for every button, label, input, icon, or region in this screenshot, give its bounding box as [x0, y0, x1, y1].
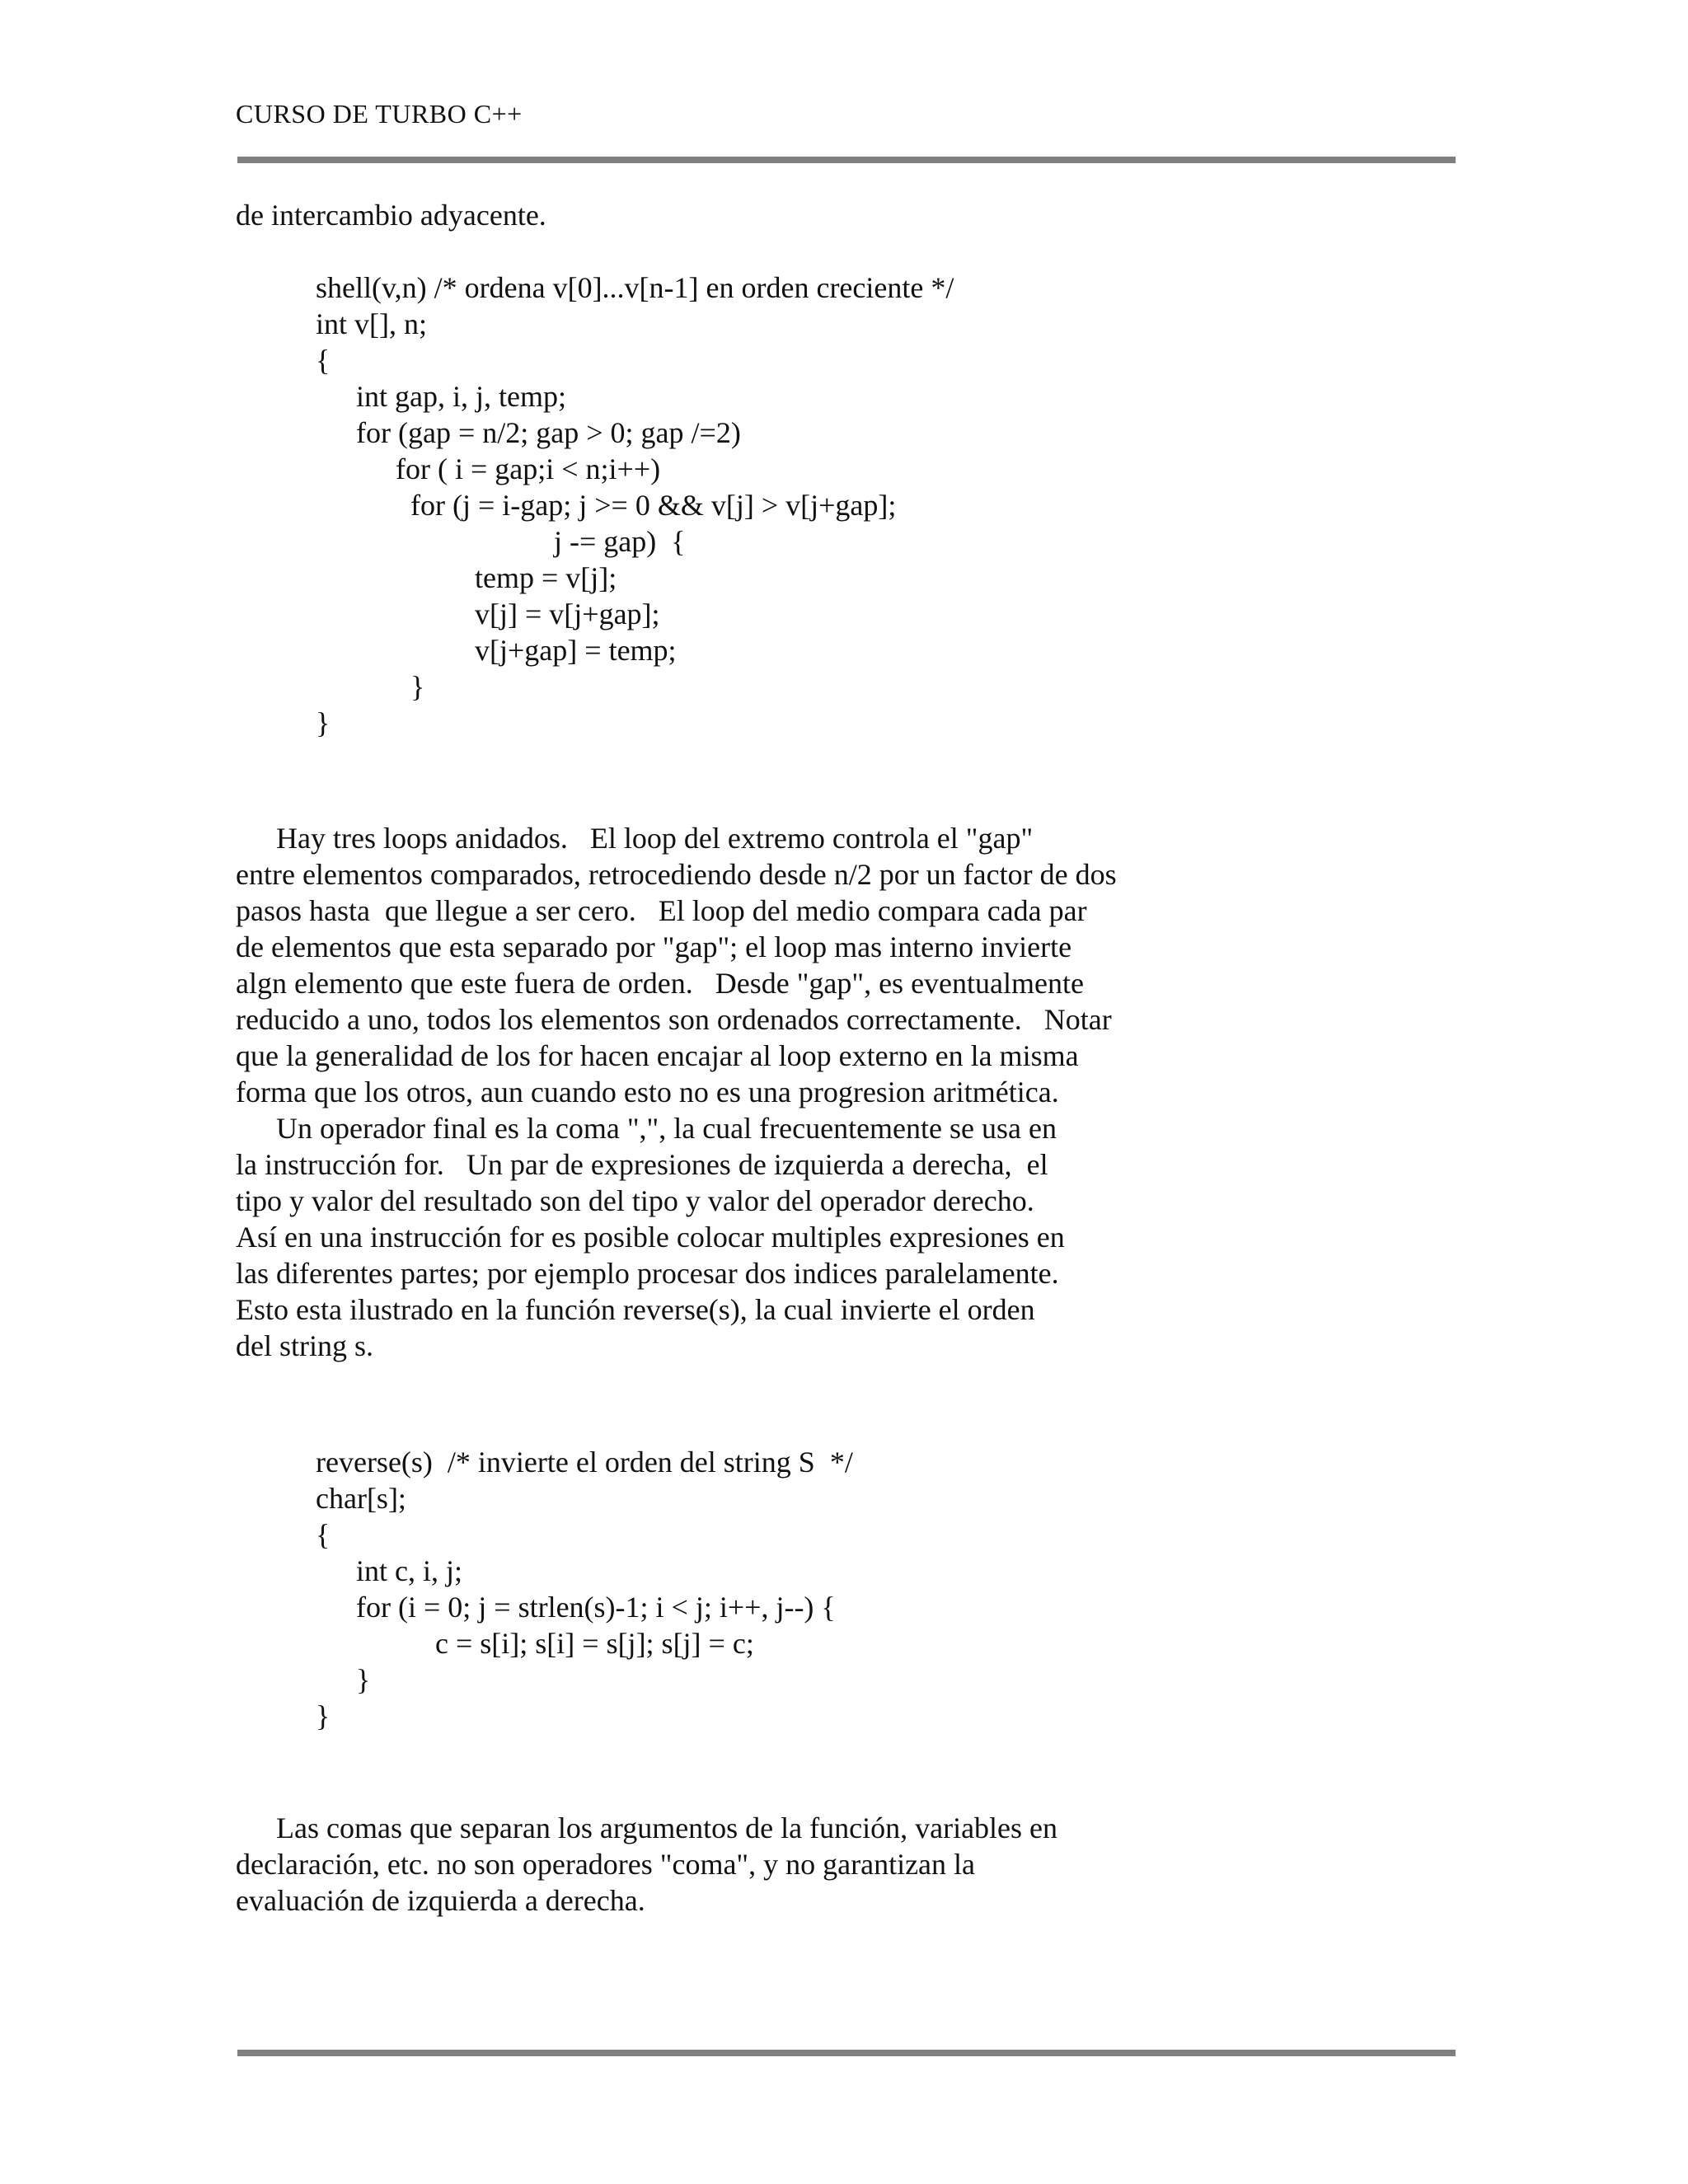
page-header-title: CURSO DE TURBO C++ [236, 99, 523, 129]
code-reverse-line: for (i = 0; j = strlen(s)-1; i < j; i++, j--) { [356, 1591, 836, 1624]
paragraph-1-line: algn elemento que este fuera de orden. Desde "gap", es eventualmente [236, 967, 1084, 1000]
code-shell-line: } [316, 706, 331, 739]
paragraph-1-line: forma que los otros, aun cuando esto no es una progresion aritmética. [236, 1076, 1059, 1108]
paragraph-3-line: Las comas que separan los argumentos de la función, variables en [276, 1811, 1058, 1844]
paragraph-3-line: evaluación de izquierda a derecha. [236, 1884, 645, 1917]
paragraph-1-line: pasos hasta que llegue a ser cero. El loop del medio compara cada par [236, 894, 1087, 927]
code-reverse-line: reverse(s) /* invierte el orden del string S */ [316, 1446, 853, 1479]
intro-line: de intercambio adyacente. [236, 199, 546, 232]
code-shell-line: int gap, i, j, temp; [356, 380, 566, 413]
paragraph-2-line: Esto esta ilustrado en la función reverse(s), la cual invierte el orden [236, 1293, 1035, 1326]
code-reverse-line: } [356, 1663, 371, 1696]
paragraph-1-line: de elementos que esta separado por "gap"; el loop mas interno invierte [236, 930, 1072, 963]
code-shell-line: temp = v[j]; [475, 561, 617, 594]
paragraph-1-line: reducido a uno, todos los elementos son ordenados correctamente. Notar [236, 1003, 1112, 1036]
code-reverse-line: c = s[i]; s[i] = s[j]; s[j] = c; [435, 1627, 754, 1660]
code-shell-line: int v[], n; [316, 307, 427, 340]
paragraph-3-line: declaración, etc. no son operadores "coma", y no garantizan la [236, 1848, 976, 1881]
code-reverse-line: char[s]; [316, 1482, 406, 1515]
code-shell-line: v[j] = v[j+gap]; [475, 598, 660, 630]
paragraph-2-line: las diferentes partes; por ejemplo procesar dos indices paralelamente. [236, 1257, 1059, 1290]
code-reverse-line: { [316, 1518, 331, 1551]
footer-rule [237, 2050, 1456, 2056]
paragraph-2-line: la instrucción for. Un par de expresiones de izquierda a derecha, el [236, 1148, 1048, 1181]
header-rule [237, 157, 1456, 163]
code-reverse-line: } [316, 1699, 331, 1732]
paragraph-2-line: tipo y valor del resultado son del tipo y valor del operador derecho. [236, 1184, 1034, 1217]
code-shell-line: { [316, 344, 331, 377]
code-shell-line: j -= gap) { [554, 525, 686, 558]
code-reverse-line: int c, i, j; [356, 1554, 462, 1587]
paragraph-1-line: que la generalidad de los for hacen encajar al loop externo en la misma [236, 1039, 1079, 1072]
code-shell-line: v[j+gap] = temp; [475, 634, 677, 667]
code-shell-line: for (j = i-gap; j >= 0 && v[j] > v[j+gap]; [410, 489, 897, 522]
paragraph-2-line: del string s. [236, 1329, 373, 1362]
code-shell-line: } [410, 670, 425, 703]
paragraph-1-line: entre elementos comparados, retrocediendo desde n/2 por un factor de dos [236, 858, 1117, 891]
code-shell-line: for (gap = n/2; gap > 0; gap /=2) [356, 416, 741, 449]
paragraph-1-line: Hay tres loops anidados. El loop del extremo controla el "gap" [276, 822, 1034, 855]
code-shell-line: shell(v,n) /* ordena v[0]...v[n-1] en orden creciente */ [316, 271, 954, 304]
code-shell-line: for ( i = gap;i < n;i++) [396, 452, 661, 485]
paragraph-2-line: Así en una instrucción for es posible colocar multiples expresiones en [236, 1221, 1065, 1254]
paragraph-2-line: Un operador final es la coma ",", la cual frecuentemente se usa en [276, 1112, 1057, 1145]
